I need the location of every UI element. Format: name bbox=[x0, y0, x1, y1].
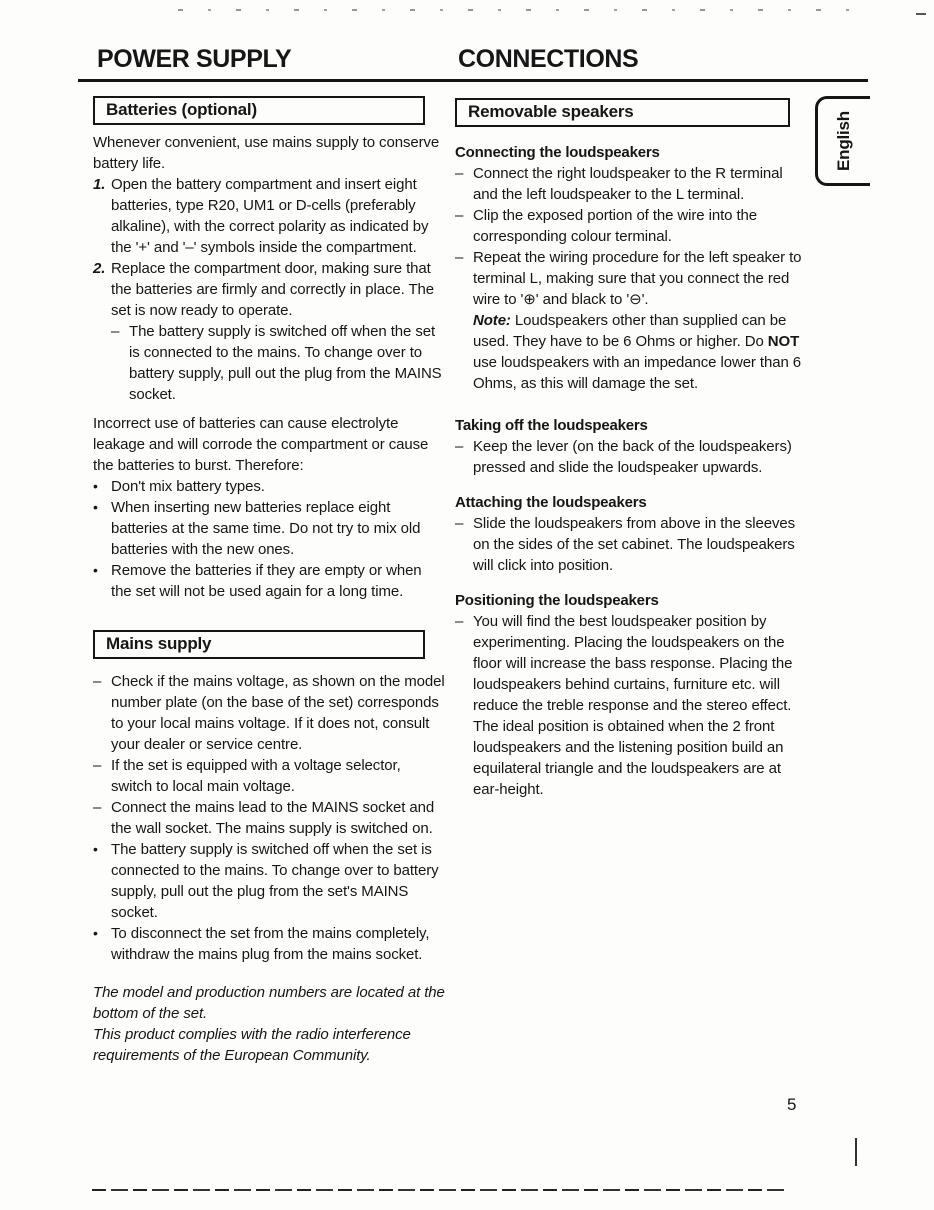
mains-item-text: The battery supply is switched off when the set is connected to the mains. To change over to battery supply, pull out the plug from the set's MAINS socket. bbox=[111, 841, 439, 921]
language-tab-label: English bbox=[834, 111, 853, 171]
scan-artifact-top bbox=[178, 9, 868, 11]
bullet-text: Don't mix battery types. bbox=[111, 478, 265, 495]
mains-item-1 bbox=[93, 671, 445, 755]
attaching-item-1 bbox=[455, 513, 810, 576]
page-title-connections: CONNECTIONS bbox=[458, 45, 639, 73]
positioning-item-1 bbox=[455, 611, 810, 800]
warning-bullet-1 bbox=[93, 476, 445, 497]
connecting-item-text: Connect the right loudspeaker to the R terminal and the left loudspeaker to the L terminal. bbox=[473, 165, 783, 203]
step-text: Replace the compartment door, making sure that the batteries are firmly and correctly in place. The set is now ready to operate. bbox=[111, 260, 435, 319]
section-box-batteries-label: Batteries (optional) bbox=[106, 100, 257, 119]
power-supply-column bbox=[93, 96, 445, 1066]
battery-warning-text: Incorrect use of batteries can cause electrolyte leakage and will corrode the compartment or cause the batteries to burst. Therefore: bbox=[93, 415, 429, 474]
header-rule bbox=[78, 79, 868, 82]
mains-supply-list bbox=[93, 671, 445, 965]
dash-marker: – bbox=[111, 323, 120, 340]
page-title-power-supply: POWER SUPPLY bbox=[97, 45, 292, 73]
heading-attaching-loudspeakers: Attaching the loudspeakers bbox=[455, 494, 647, 511]
mains-item-5 bbox=[93, 923, 445, 965]
language-tab bbox=[815, 96, 870, 186]
taking-off-item-text: Keep the lever (on the back of the loudspeakers) pressed and slide the loudspeaker upwards. bbox=[473, 438, 792, 476]
connecting-item-text: Clip the exposed portion of the wire into the corresponding colour terminal. bbox=[473, 207, 758, 245]
bullet-text: When inserting new batteries replace eight batteries at the same time. Do not try to mix old batteries with the new ones. bbox=[111, 499, 421, 558]
heading-connecting-loudspeakers: Connecting the loudspeakers bbox=[455, 144, 660, 161]
battery-step-2-subitem bbox=[93, 321, 445, 405]
section-box-removable-speakers-label: Removable speakers bbox=[468, 102, 634, 121]
connecting-item-1 bbox=[455, 163, 810, 205]
dash-marker: – bbox=[455, 515, 464, 532]
mains-item-text: Connect the mains lead to the MAINS socket and the wall socket. The mains supply is switched on. bbox=[111, 799, 435, 837]
heading-positioning-loudspeakers: Positioning the loudspeakers bbox=[455, 592, 659, 609]
attaching-list bbox=[455, 513, 810, 576]
bullet-marker: • bbox=[93, 478, 98, 494]
model-number-notes bbox=[93, 982, 445, 1066]
taking-off-list bbox=[455, 436, 810, 478]
mains-item-4 bbox=[93, 839, 445, 923]
dash-marker: – bbox=[455, 249, 464, 266]
taking-off-item-1 bbox=[455, 436, 810, 478]
mains-item-text: If the set is equipped with a voltage selector, switch to local main voltage. bbox=[111, 757, 401, 795]
dash-marker: – bbox=[93, 799, 102, 816]
positioning-list bbox=[455, 611, 810, 800]
dash-marker: – bbox=[455, 438, 464, 455]
loudspeaker-note bbox=[455, 310, 810, 394]
warning-bullet-2 bbox=[93, 497, 445, 560]
step-number: 1. bbox=[93, 176, 106, 193]
connecting-item-text: Repeat the wiring procedure for the left speaker to terminal L, making sure that you connect the red wire to '⊕' and black to '⊖'. bbox=[473, 249, 802, 308]
mains-item-2 bbox=[93, 755, 445, 797]
dash-marker: – bbox=[455, 207, 464, 224]
connecting-list bbox=[455, 163, 810, 310]
note-text-before: Loudspeakers other than supplied can be used. They have to be 6 Ohms or higher. Do bbox=[473, 312, 787, 350]
battery-step-1 bbox=[93, 174, 445, 258]
dash-marker: – bbox=[455, 613, 464, 630]
dash-marker: – bbox=[93, 757, 102, 774]
bullet-marker: • bbox=[93, 499, 98, 515]
scan-artifact-top-right bbox=[916, 13, 926, 15]
connecting-item-2 bbox=[455, 205, 810, 247]
radio-interference-note: This product complies with the radio interference requirements of the European Community. bbox=[93, 1026, 411, 1064]
scan-artifact-bottom bbox=[92, 1189, 786, 1191]
page-number: 5 bbox=[787, 1095, 797, 1114]
mains-item-3 bbox=[93, 797, 445, 839]
section-box-mains-supply-label: Mains supply bbox=[106, 634, 212, 653]
attaching-item-text: Slide the loudspeakers from above in the sleeves on the sides of the set cabinet. The loudspeakers will click into position. bbox=[473, 515, 796, 574]
section-box-mains-supply bbox=[93, 630, 425, 659]
note-label: Note: bbox=[473, 312, 511, 329]
batteries-intro-text: Whenever convenient, use mains supply to conserve battery life. bbox=[93, 134, 440, 172]
bullet-marker: • bbox=[93, 841, 98, 857]
heading-taking-off-loudspeakers: Taking off the loudspeakers bbox=[455, 417, 648, 434]
note-text-after: use loudspeakers with an impedance lower than 6 Ohms, as this will damage the set. bbox=[473, 354, 802, 392]
battery-steps-list bbox=[93, 174, 445, 405]
bullet-marker: • bbox=[93, 925, 98, 941]
warning-bullet-3 bbox=[93, 560, 445, 602]
model-number-note: The model and production numbers are located at the bottom of the set. bbox=[93, 984, 445, 1022]
bullet-text: Remove the batteries if they are empty or when the set will not be used again for a long time. bbox=[111, 562, 422, 600]
note-text-bold: NOT bbox=[767, 333, 800, 350]
step-number: 2. bbox=[93, 260, 106, 277]
battery-step-2 bbox=[93, 258, 445, 321]
battery-warning-bullets bbox=[93, 476, 445, 602]
scan-artifact-tick bbox=[855, 1138, 857, 1166]
bullet-marker: • bbox=[93, 562, 98, 578]
connecting-item-3 bbox=[455, 247, 810, 310]
positioning-item-text: You will find the best loudspeaker position by experimenting. Placing the loudspeakers on the floor will increase the bass response. Placing the loudspeakers behind curtains, furniture etc. will reduce the treble response and the stereo effect. The ideal position is obtained when the 2 front loudspeakers and the listening position build an equilateral triangle and the loudspeakers are at ear-height. bbox=[473, 613, 793, 798]
mains-item-text: To disconnect the set from the mains completely, withdraw the mains plug from the mains socket. bbox=[111, 925, 430, 963]
section-box-removable-speakers bbox=[455, 98, 790, 127]
dash-marker: – bbox=[93, 673, 102, 690]
step-text: Open the battery compartment and insert eight batteries, type R20, UM1 or D-cells (preferably alkaline), with the correct polarity as indicated by the '+' and '–' symbols inside the compartment. bbox=[111, 176, 429, 256]
mains-item-text: Check if the mains voltage, as shown on the model number plate (on the base of the set) corresponds to your local mains voltage. If it does not, consult your dealer or service centre. bbox=[111, 673, 445, 753]
dash-marker: – bbox=[455, 165, 464, 182]
section-box-batteries bbox=[93, 96, 425, 125]
connections-column bbox=[455, 96, 810, 800]
subitem-text: The battery supply is switched off when the set is connected to the mains. To change over to battery supply, pull out the plug from the MAINS socket. bbox=[129, 323, 442, 403]
